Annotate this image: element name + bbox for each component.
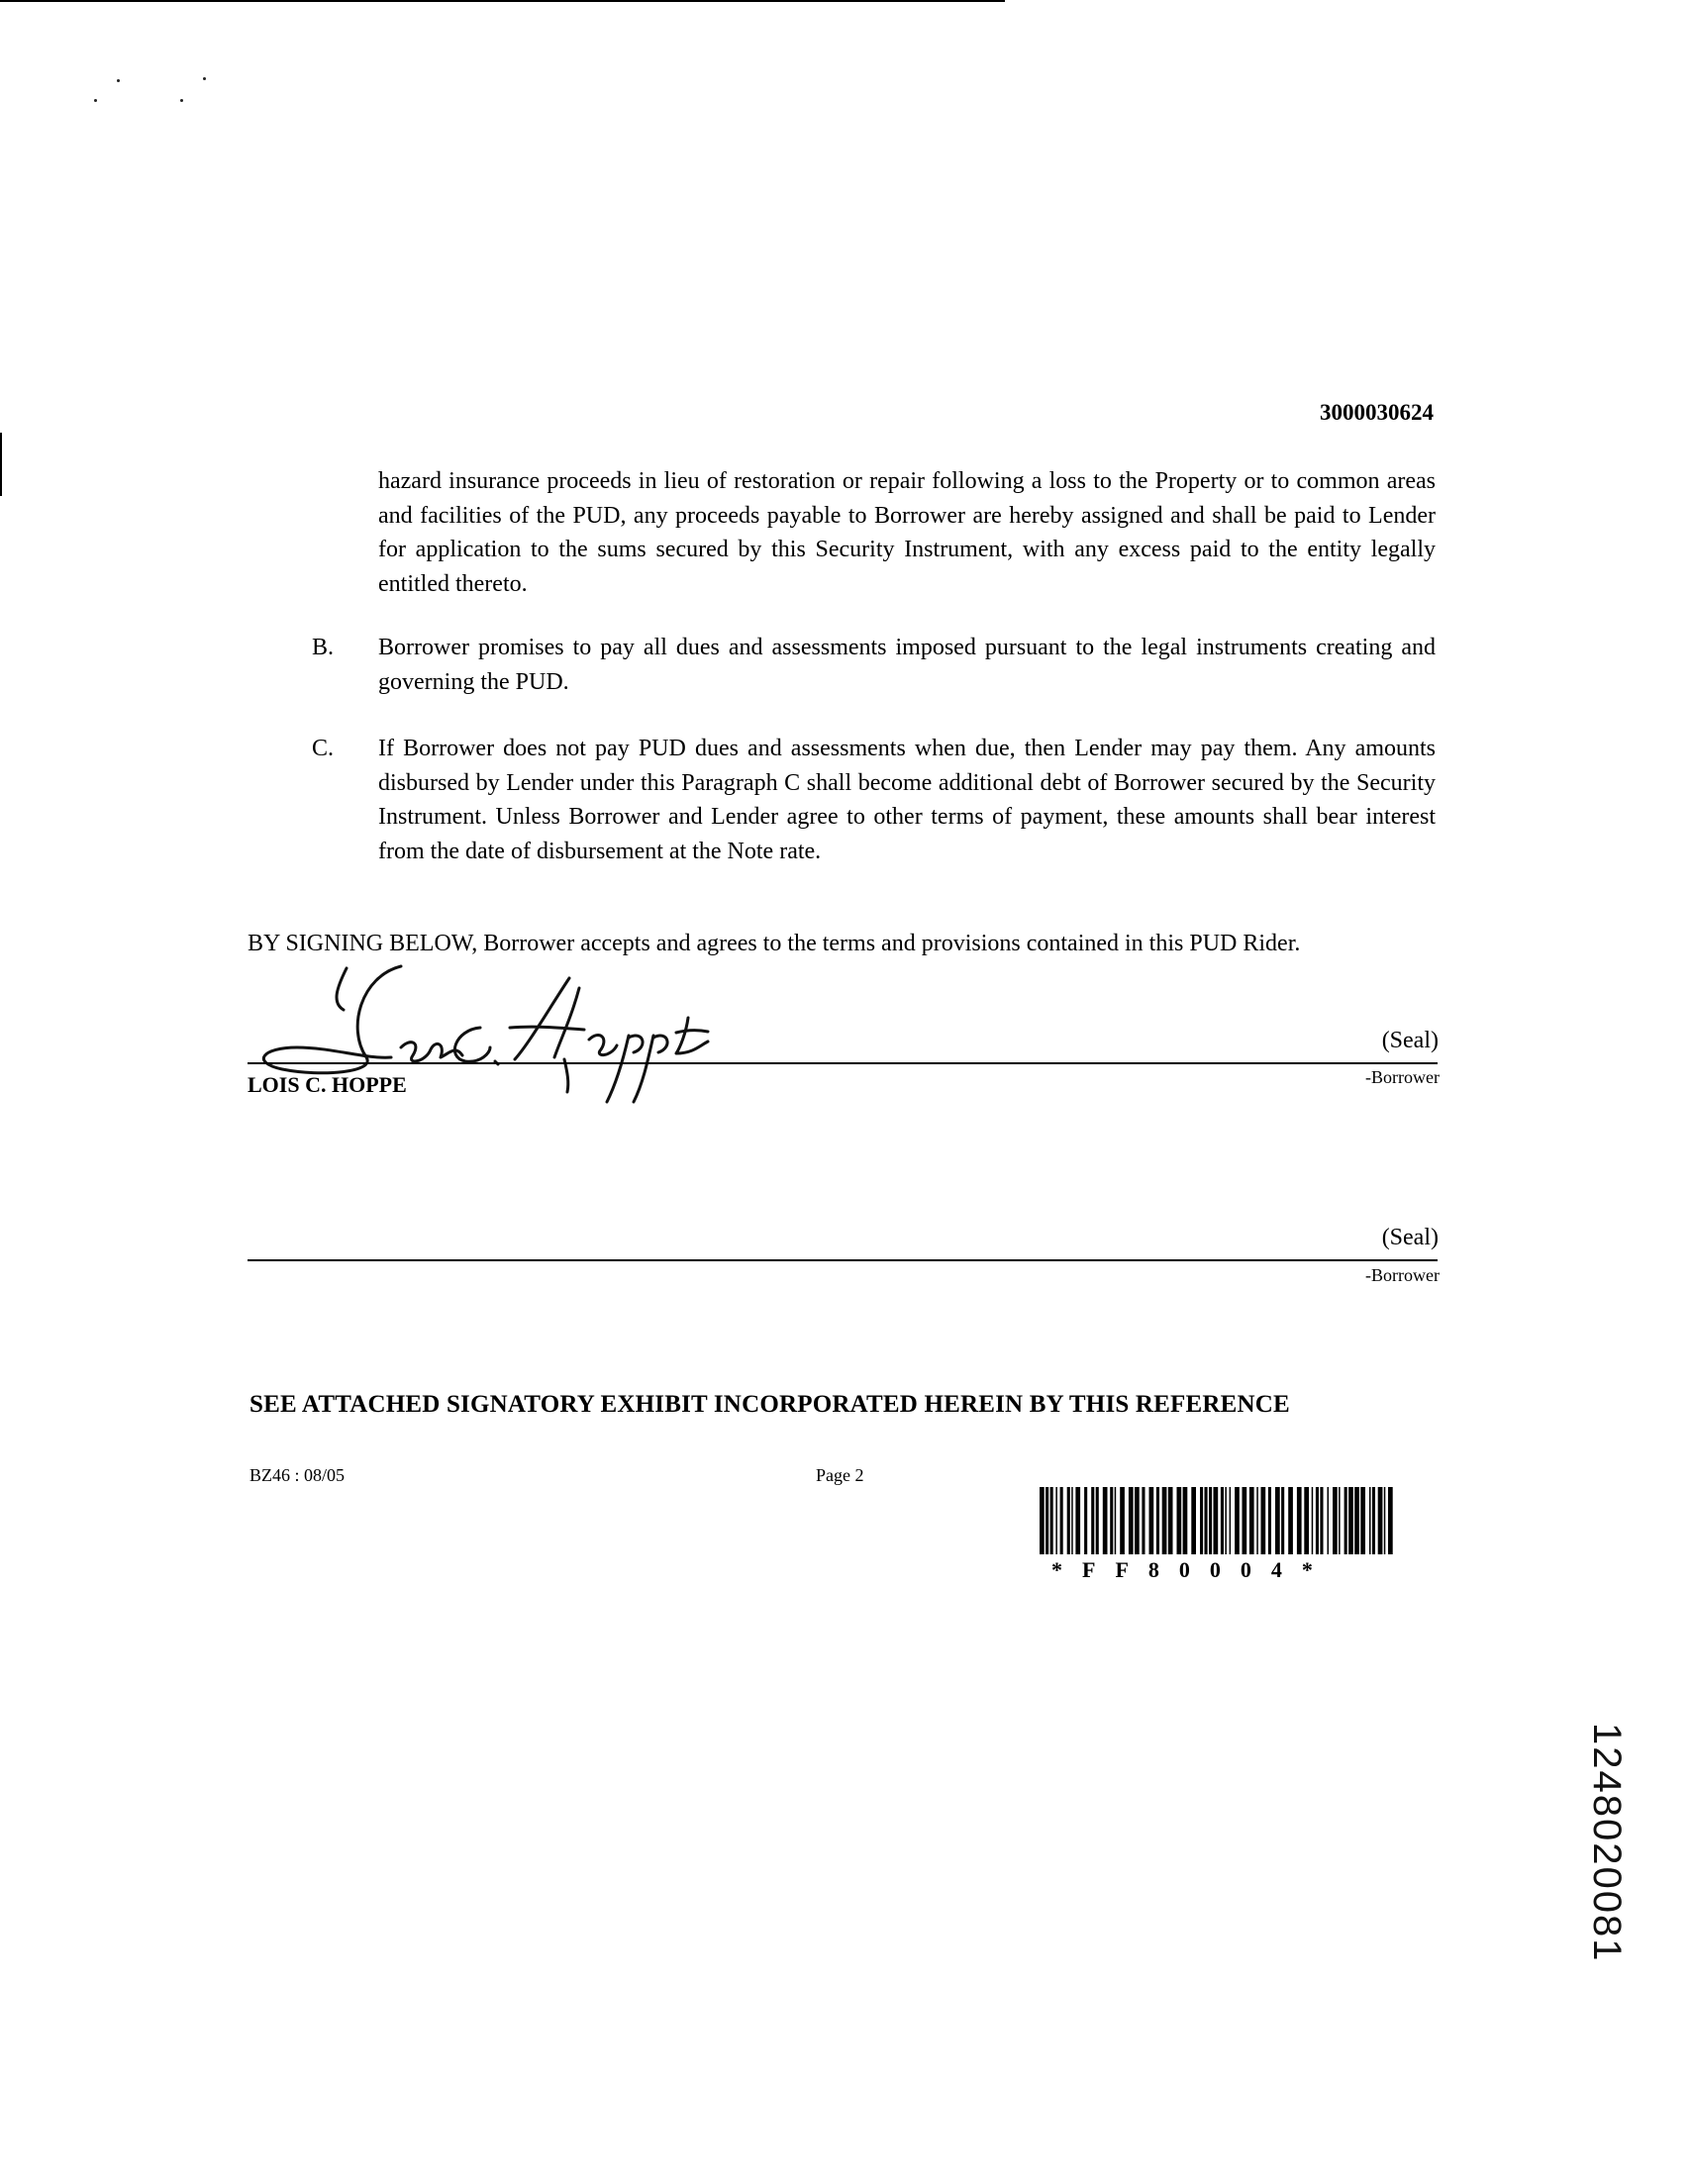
barcode-bar <box>1040 1487 1045 1554</box>
form-code: BZ46 : 08/05 <box>249 1465 346 1485</box>
top-scan-edge <box>0 0 1005 2</box>
item-c-text: If Borrower does not pay PUD dues and assessments when due, then Lender may pay them. Any amounts disbursed by Lender under this Paragraph C shall become additional debt of Borrower secured by the Security Instrument. Unless Borrower and Lender agree to other terms of payment, these amounts shall bear interest from the date of disbursement at the Note rate. <box>378 736 1436 864</box>
barcode-bar <box>1378 1487 1383 1554</box>
barcode-bar <box>1191 1487 1196 1554</box>
barcode-bar <box>1316 1487 1319 1554</box>
barcode-bar <box>1110 1487 1113 1554</box>
barcode-bar <box>1205 1487 1208 1554</box>
barcode-bar <box>1096 1487 1099 1554</box>
left-scan-mark <box>0 433 2 496</box>
barcode-bar <box>1115 1487 1117 1554</box>
barcode-bar <box>1288 1487 1293 1554</box>
barcode-bar <box>1312 1487 1314 1554</box>
signature-line-1 <box>248 1062 1438 1064</box>
barcode-bar <box>1135 1487 1140 1554</box>
barcode-bar <box>1071 1487 1073 1554</box>
item-b-letter: B. <box>312 635 335 660</box>
barcode-bar <box>1084 1487 1087 1554</box>
barcode-bar <box>1149 1487 1154 1554</box>
barcode-bar <box>1320 1487 1323 1554</box>
barcode-bar <box>1129 1487 1134 1554</box>
barcode-bar <box>1091 1487 1094 1554</box>
barcode-bar <box>1243 1487 1247 1554</box>
barcode-bar <box>1388 1487 1393 1554</box>
barcode-bar <box>1060 1487 1063 1554</box>
barcode-bar <box>1177 1487 1182 1554</box>
barcode-bar <box>1200 1487 1203 1554</box>
barcode-bar <box>1075 1487 1080 1554</box>
barcode-bar <box>1230 1487 1232 1554</box>
loan-number: 3000030624 <box>1320 400 1434 425</box>
barcode-bar <box>1142 1487 1145 1554</box>
barcode-bar <box>1297 1487 1302 1554</box>
barcode-bar <box>1156 1487 1159 1554</box>
barcode-bar <box>1235 1487 1240 1554</box>
borrower-name: LOIS C. HOPPE <box>248 1072 407 1097</box>
barcode-bar <box>1256 1487 1258 1554</box>
signing-statement: BY SIGNING BELOW, Borrower accepts and agrees to the terms and provisions contained in this PUD Rider. <box>248 931 1301 956</box>
continued-paragraph: hazard insurance proceeds in lieu of restoration or repair following a loss to the Property or to common areas and facilities of the PUD, any proceeds payable to Borrower are hereby assigned and shall be paid to Lender for application to the sums secured by this Security Instrument, with any excess paid to the entity legally entitled thereto. <box>378 468 1436 597</box>
role-label-1: -Borrower <box>1365 1067 1440 1087</box>
barcode <box>1038 1487 1396 1566</box>
item-c-letter: C. <box>312 736 335 761</box>
barcode-bar <box>1055 1487 1057 1554</box>
barcode-bar <box>1369 1487 1371 1554</box>
barcode-bar <box>1103 1487 1108 1554</box>
barcode-bar <box>1214 1487 1219 1554</box>
barcode-bar <box>1249 1487 1254 1554</box>
barcode-bar <box>1372 1487 1375 1554</box>
barcode-bar <box>1339 1487 1341 1554</box>
barcode-bar <box>1281 1487 1284 1554</box>
barcode-bar <box>1120 1487 1125 1554</box>
barcode-bar <box>1209 1487 1212 1554</box>
barcode-bar <box>1067 1487 1070 1554</box>
barcode-bar <box>1360 1487 1365 1554</box>
page-number: Page 2 <box>816 1465 864 1485</box>
barcode-bar <box>1050 1487 1053 1554</box>
barcode-bar <box>1328 1487 1330 1554</box>
barcode-bar <box>1344 1487 1347 1554</box>
barcode-bar <box>1275 1487 1280 1554</box>
barcode-bar <box>1183 1487 1188 1554</box>
barcode-bar <box>1354 1487 1359 1554</box>
role-label-2: -Borrower <box>1365 1265 1440 1285</box>
side-stamp-number: 1248020081 <box>1585 1723 1629 1963</box>
exhibit-notice: SEE ATTACHED SIGNATORY EXHIBIT INCORPORATED HEREIN BY THIS REFERENCE <box>249 1391 1290 1418</box>
item-b-text: Borrower promises to pay all dues and assessments imposed pursuant to the legal instruments creating and governing the PUD. <box>378 635 1436 695</box>
barcode-bar <box>1162 1487 1167 1554</box>
seal-label-2: (Seal) <box>1381 1225 1439 1250</box>
barcode-bar <box>1225 1487 1227 1554</box>
barcode-bar <box>1384 1487 1386 1554</box>
barcode-bar <box>1268 1487 1271 1554</box>
barcode-text: *FF80004* <box>1051 1557 1333 1582</box>
seal-label-1: (Seal) <box>1381 1028 1439 1053</box>
barcode-bar <box>1304 1487 1309 1554</box>
barcode-bar <box>1348 1487 1353 1554</box>
barcode-bar <box>1046 1487 1048 1554</box>
barcode-bar <box>1333 1487 1338 1554</box>
barcode-bar <box>1221 1487 1224 1554</box>
barcode-bar <box>1168 1487 1173 1554</box>
barcode-bar <box>1261 1487 1266 1554</box>
signature-line-2 <box>248 1259 1438 1261</box>
